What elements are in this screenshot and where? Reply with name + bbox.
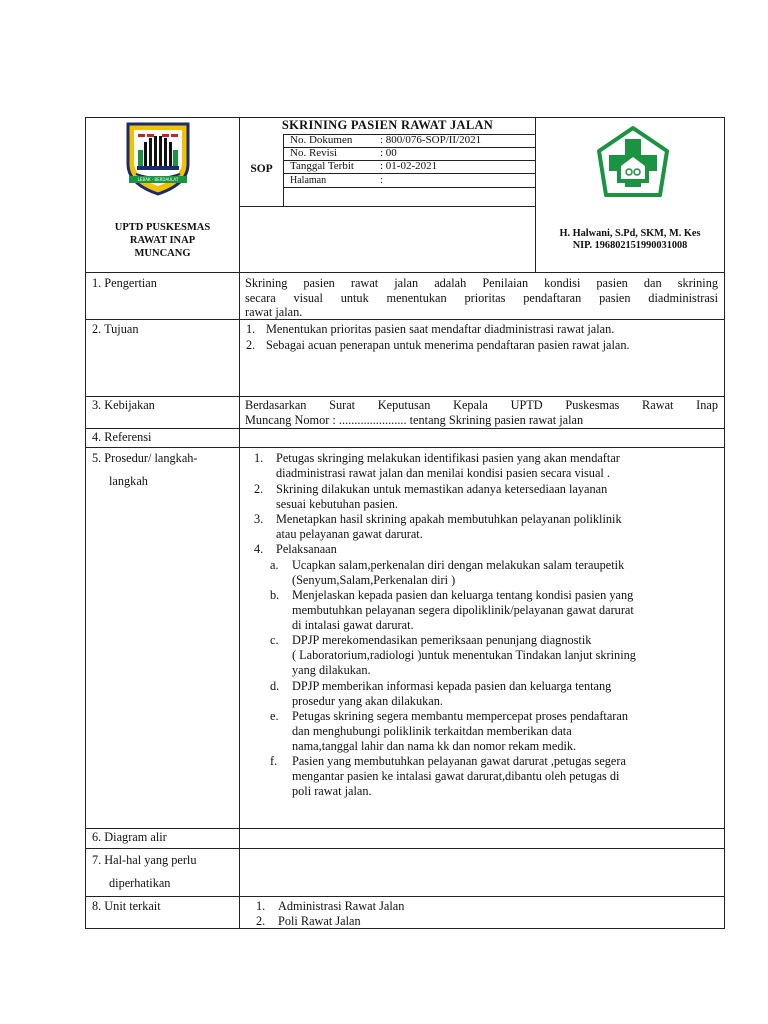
list-number: 2.	[256, 914, 266, 928]
list-letter: f.	[270, 754, 278, 768]
list-item: Petugas skringing melakukan identifikasi pasien yang akan mendaftar	[276, 451, 620, 465]
section-label: 1. Pengertian	[92, 276, 157, 290]
row-rule	[85, 828, 725, 829]
row-rule	[85, 896, 725, 897]
signatory-name: H. Halwani, S.Pd, SKM, M. Kes	[559, 228, 701, 239]
list-item: diadministrasi rawat jalan dan menilai kondisi pasien secara visual .	[276, 466, 610, 480]
body-text-line: Skrining pasien rawat jalan adalah Penilaian kondisi pasien dan skrining	[245, 276, 718, 290]
sub-list-item: mengantar pasien ke intalasi gawat darurat,dibantu oleh petugas di	[292, 769, 620, 783]
header-divider-left	[239, 117, 240, 272]
body-text-line: Muncang Nomor : ...................... tentang Skrining pasien rawat jalan	[245, 413, 584, 427]
row-rule	[85, 848, 725, 849]
list-number: 2.	[246, 338, 256, 352]
sub-list-item: di intalasi gawat darurat.	[292, 618, 414, 632]
header-middle-rule	[239, 206, 536, 207]
sop-label: SOP	[250, 163, 273, 175]
meta-value: : 01-02-2021	[380, 160, 438, 172]
sub-list-item: prosedur yang akan dilakukan.	[292, 694, 443, 708]
meta-label: No. Revisi	[290, 147, 338, 159]
document-title: SKRINING PASIEN RAWAT JALAN	[281, 118, 494, 132]
meta-rule-4	[283, 187, 536, 188]
meta-value: : 00	[380, 147, 397, 159]
sop-box-divider	[283, 134, 284, 206]
list-number: 1.	[254, 451, 264, 465]
table-border-right	[724, 117, 725, 929]
section-label: 3. Kebijakan	[92, 398, 155, 412]
section-label: 8. Unit terkait	[92, 899, 161, 913]
row-rule	[85, 428, 725, 429]
logo-banner-text: LEBAK · BERDAULAT	[137, 177, 179, 182]
section-label: diperhatikan	[109, 876, 171, 890]
section-label: 2. Tujuan	[92, 322, 139, 336]
row-rule	[85, 447, 725, 448]
section-label: 7. Hal-hal yang perlu	[92, 853, 197, 867]
sub-list-item: Menjelaskan kepada pasien dan keluarga tentang kondisi pasien yang	[292, 588, 634, 602]
list-letter: d.	[270, 679, 280, 693]
body-text-line: Berdasarkan Surat Keputusan Kepala UPTD Puskesmas Rawat Inap	[245, 398, 718, 412]
regional-logo	[120, 122, 196, 196]
list-number: 1.	[256, 899, 266, 913]
section-label: langkah	[109, 474, 148, 488]
institution-name	[86, 221, 239, 260]
meta-value: :	[380, 174, 384, 186]
list-letter: c.	[270, 633, 279, 647]
table-border-bottom	[85, 928, 725, 929]
meta-label: Tanggal Terbit	[290, 160, 354, 172]
sub-list-item: DPJP memberikan informasi kepada pasien dan keluarga tentang	[292, 679, 612, 693]
list-item: Menentukan prioritas pasien saat mendaftar diadministrasi rawat jalan.	[266, 322, 615, 336]
section-label: 5. Prosedur/ langkah-	[92, 451, 198, 465]
section-label: 4. Referensi	[92, 430, 152, 444]
sub-list-item: Pasien yang membutuhkan pelayanan gawat darurat ,petugas segera	[292, 754, 626, 768]
sub-list-item: Petugas skrining segera membantu mempercepat proses pendaftaran	[292, 709, 628, 723]
sub-list-item: membutuhkan pelayanan segera dipoliklinik/pelayanan gawat darurat	[292, 603, 634, 617]
list-number: 1.	[246, 322, 256, 336]
list-item: Sebagai acuan penerapan untuk menerima pendaftaran pasien rawat jalan.	[266, 338, 630, 352]
list-item: Skrining dilakukan untuk memastikan adanya ketersediaan layanan	[276, 482, 608, 496]
list-number: 4.	[254, 542, 264, 556]
list-item: atau pelayanan gawat darurat.	[276, 527, 423, 541]
sub-list-item: Ucapkan salam,perkenalan diri dengan melakukan salam teraupetik	[292, 558, 625, 572]
institution-line: RAWAT INAP	[129, 235, 196, 246]
meta-label: No. Dokumen	[290, 134, 353, 146]
section-label: 6. Diagram alir	[92, 830, 167, 844]
list-number: 2.	[254, 482, 264, 496]
sub-list-item: DPJP merekomendasikan pemeriksaan penunjang diagnostik	[292, 633, 592, 647]
institution-line: UPTD PUSKESMAS	[114, 222, 211, 233]
list-item: Menetapkan hasil skrining apakah membutuhkan pelayanan poliklinik	[276, 512, 622, 526]
sub-list-item: dan menghubungi poliklinik terkaitdan memberikan data	[292, 724, 572, 738]
signatory-nip: NIP. 196802151990031008	[572, 240, 688, 251]
sub-list-item: ( Laboratorium,radiologi )untuk menentukan Tindakan lanjut skrining	[292, 648, 636, 662]
body-column-divider	[239, 272, 240, 929]
row-rule	[85, 272, 725, 273]
list-item: Poli Rawat Jalan	[278, 914, 361, 928]
list-item: Administrasi Rawat Jalan	[278, 899, 405, 913]
list-item: sesuai kebutuhan pasien.	[276, 497, 398, 511]
sub-list-item: poli rawat jalan.	[292, 784, 372, 798]
body-text-line: rawat jalan.	[245, 305, 303, 319]
list-letter: b.	[270, 588, 280, 602]
row-rule	[85, 396, 725, 397]
meta-value: : 800/076-SOP/II/2021	[380, 134, 482, 146]
list-letter: a.	[270, 558, 279, 572]
sub-list-item: (Senyum,Salam,Perkenalan diri )	[292, 573, 456, 587]
body-text-line: secara visual untuk menentukan prioritas pendaftaran pasien diadministrasi	[245, 291, 718, 305]
list-number: 3.	[254, 512, 264, 526]
meta-label: Halaman	[290, 175, 327, 186]
row-rule	[85, 319, 725, 320]
institution-line: MUNCANG	[134, 248, 191, 259]
list-item: Pelaksanaan	[276, 542, 337, 556]
sub-list-item: yang dilakukan.	[292, 663, 371, 677]
puskesmas-logo	[595, 125, 671, 201]
list-letter: e.	[270, 709, 279, 723]
sub-list-item: nama,tanggal lahir dan nama kk dan nomor rekam medik.	[292, 739, 577, 753]
